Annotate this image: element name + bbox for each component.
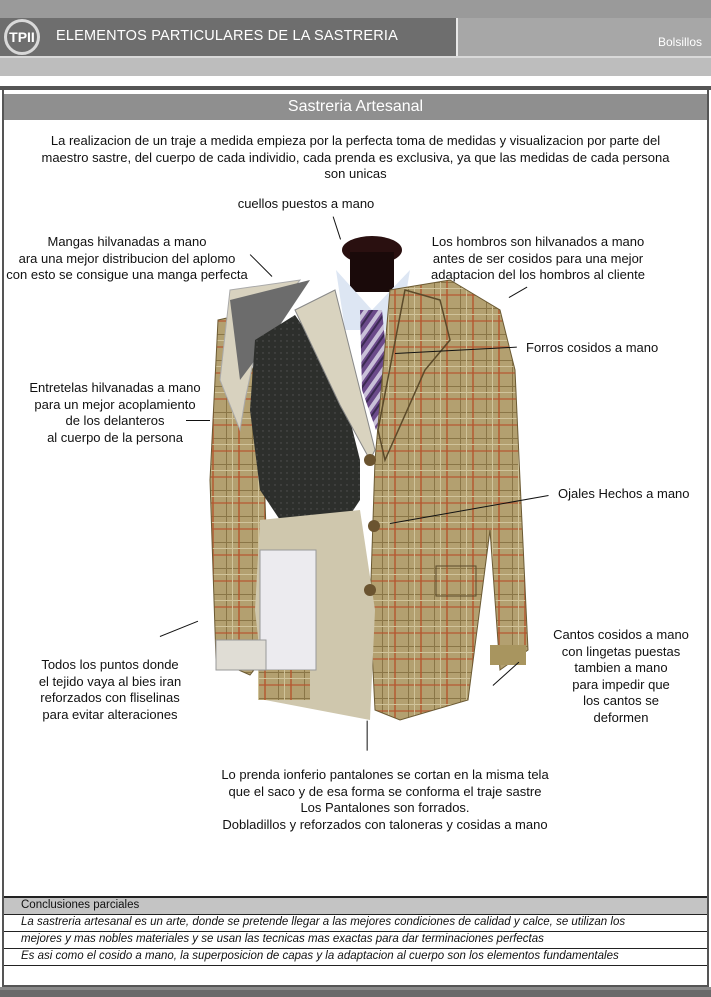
pointer-line: [366, 721, 367, 751]
annotation-line: Los hombros son hilvanados a mano: [431, 234, 645, 249]
annotation-line: Mangas hilvanadas a mano: [47, 234, 207, 249]
annotation-line: con esto se consigue una manga perfecta: [6, 267, 248, 282]
annotation-forros: [526, 340, 658, 357]
annotation-line: Los Pantalones son forrados.: [300, 800, 470, 815]
intro-line: La realizacion de un traje a medida empieza por la perfecta toma de medidas y visualizacion por parte del: [50, 133, 661, 148]
conclusions-line: mejores y mas nobles materiales y se usan las tecnicas mas exactas para dar terminaciones perfectas: [21, 933, 544, 945]
annotation-line: cuellos puestos a mano: [237, 196, 375, 211]
annotation-line: para evitar alteraciones: [42, 706, 178, 722]
annotation-ojales: [558, 486, 690, 503]
jacket-illustration: [200, 230, 540, 730]
annotation-line: el tejido vaya al bies iran: [38, 673, 182, 689]
header-section: Bolsillos: [657, 35, 702, 49]
annotation-line: Cantos cosidos a mano: [553, 627, 689, 642]
conclusions-heading-bar: [4, 898, 707, 915]
annotation-line: Todos los puntos donde: [41, 657, 179, 672]
conclusions-heading: Conclusiones parciales: [21, 899, 140, 911]
tpii-logo: TPII: [4, 19, 40, 55]
annotation-line: para un mejor acoplamiento: [34, 396, 196, 412]
annotation-line: adaptacion del los hombros al cliente: [431, 267, 645, 282]
annotation-mangas: [0, 234, 254, 284]
annotation-line: con lingetas puestas: [561, 643, 681, 659]
annotation-line: Forros cosidos a mano: [526, 340, 659, 355]
annotation-line: reforzados con fliselinas: [40, 690, 180, 705]
intro-text: [4, 133, 707, 183]
annotation-line: que el saco y de esa forma se conforma el traje sastre: [228, 783, 542, 799]
annotation-pantalones: [180, 767, 590, 833]
annotation-line: Ojales Hechos a mano: [558, 486, 690, 501]
annotation-entretelas: [10, 380, 220, 446]
annotation-cuellos: [206, 196, 406, 213]
header-bottom-band: [0, 58, 711, 76]
annotation-line: al cuerpo de la persona: [47, 429, 183, 445]
annotation-line: para impedir que: [572, 676, 670, 692]
annotation-line: Dobladillos y reforzados con taloneras y cosidas a mano: [222, 816, 548, 832]
annotation-puntos: [10, 657, 210, 723]
header-top-band: [0, 0, 711, 18]
intro-line: maestro sastre, del cuerpo de cada individio, cada prenda es exclusiva, ya que las medidas de cada persona: [41, 149, 670, 165]
annotation-line: antes de ser cosidos para una mejor: [432, 250, 644, 266]
conclusions-line: Es asi como el cosido a mano, la superposicion de capas y la adaptacion al cuerpo son los elementos fundamentales: [21, 950, 619, 962]
annotation-line: tambien a mano: [574, 660, 668, 675]
conclusions-line: La sastreria artesanal es un arte, donde se pretende llegar a las mejores condiciones de calidad y calce, se utilizan los: [21, 916, 626, 928]
annotation-line: ara una mejor distribucion del aplomo: [18, 250, 236, 266]
annotation-line: de los delanteros: [65, 413, 165, 428]
annotation-hombros: [412, 234, 664, 284]
header-title: ELEMENTOS PARTICULARES DE LA SASTRERIA: [56, 28, 399, 44]
footer-band: [0, 990, 711, 997]
conclusions-row: [4, 949, 707, 966]
intro-line: son unicas: [324, 166, 387, 181]
panel-title: Sastreria Artesanal: [4, 94, 707, 120]
annotation-line: los cantos se: [583, 693, 659, 708]
conclusions-row: [4, 932, 707, 949]
annotation-line: Lo prenda ionferio pantalones se cortan en la misma tela: [221, 767, 549, 782]
annotation-line: deformen: [593, 709, 649, 725]
annotation-cantos: [540, 627, 702, 726]
annotation-line: Entretelas hilvanadas a mano: [29, 380, 201, 395]
conclusions-row: [4, 915, 707, 932]
